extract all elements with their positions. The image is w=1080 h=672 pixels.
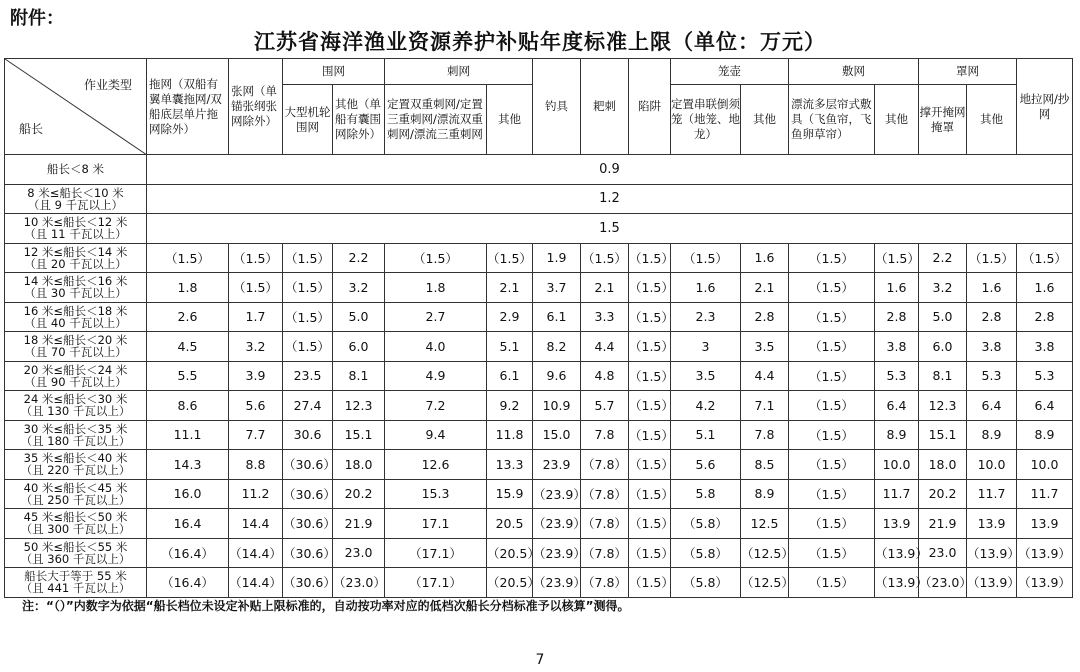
- subheader-zhaowang-open: 撑开掩网掩罩: [919, 85, 967, 155]
- header-weiwang: 围网: [283, 59, 385, 85]
- value-cell: 5.0: [333, 302, 385, 332]
- value-cell: 2.1: [487, 273, 533, 303]
- value-cell: 2.1: [741, 273, 789, 303]
- value-cell: 1.8: [385, 273, 487, 303]
- document-title: 江苏省海洋渔业资源养护补贴年度标准上限（单位：万元）: [254, 30, 826, 54]
- row-label-length: 35 米≤船长＜40 米: [23, 451, 128, 466]
- header-longhu: 笼壶: [671, 59, 789, 85]
- value-cell: 3.8: [967, 332, 1017, 362]
- value-cell: 4.8: [581, 361, 629, 391]
- value-cell: （13.9）: [875, 568, 919, 598]
- value-cell: （16.4）: [147, 568, 229, 598]
- value-cell: 23.9: [533, 450, 581, 480]
- row-label-length: 14 米≤船长＜16 米: [23, 274, 128, 289]
- header-xianjing: 陷阱: [629, 59, 671, 155]
- row-label-power: （且 30 千瓦以上）: [24, 286, 127, 301]
- value-cell: （1.5）: [629, 273, 671, 303]
- row-label-power: （且 360 千瓦以上）: [20, 551, 131, 566]
- row-label-power: （且 20 千瓦以上）: [24, 256, 127, 271]
- row-label-length: 10 米≤船长＜12 米: [23, 215, 128, 230]
- value-cell: 8.6: [147, 391, 229, 421]
- value-cell: （7.8）: [581, 538, 629, 568]
- header-fuwang: 敷网: [789, 59, 919, 85]
- value-cell: 2.2: [333, 243, 385, 273]
- value-cell: 6.1: [487, 361, 533, 391]
- row-label-length: 20 米≤船长＜24 米: [23, 362, 128, 377]
- value-cell: （1.5）: [385, 243, 487, 273]
- value-cell: （7.8）: [581, 568, 629, 598]
- value-cell: （30.6）: [283, 450, 333, 480]
- row-label: [5, 361, 147, 391]
- value-cell: 8.1: [919, 361, 967, 391]
- row-label-length: 船长大于等于 55 米: [24, 569, 127, 584]
- header-dilawang: 地拉网/抄网: [1017, 59, 1073, 155]
- row-label: [5, 214, 147, 244]
- merged-value-cell: 1.5: [147, 214, 1073, 244]
- value-cell: 12.3: [333, 391, 385, 421]
- value-cell: （13.9）: [1017, 538, 1073, 568]
- row-label: [5, 155, 147, 185]
- table-row: [5, 273, 1073, 303]
- row-label-power: （且 220 千瓦以上）: [20, 463, 131, 478]
- attachment-label: 附件：: [10, 8, 64, 29]
- value-cell: 11.7: [967, 479, 1017, 509]
- row-label-length: 18 米≤船长＜20 米: [23, 333, 128, 348]
- value-cell: 5.3: [967, 361, 1017, 391]
- value-cell: 1.6: [741, 243, 789, 273]
- table-row: [5, 450, 1073, 480]
- row-label: [5, 302, 147, 332]
- value-cell: （1.5）: [229, 243, 283, 273]
- value-cell: （1.5）: [789, 302, 875, 332]
- value-cell: 3: [671, 332, 741, 362]
- value-cell: （23.9）: [533, 538, 581, 568]
- value-cell: （1.5）: [629, 420, 671, 450]
- row-label: [5, 450, 147, 480]
- value-cell: （1.5）: [629, 302, 671, 332]
- merged-value-cell: 0.9: [147, 155, 1073, 185]
- value-cell: 16.4: [147, 509, 229, 539]
- value-cell: 14.4: [229, 509, 283, 539]
- value-cell: （1.5）: [487, 243, 533, 273]
- table-row: [5, 243, 1073, 273]
- value-cell: （23.0）: [919, 568, 967, 598]
- value-cell: 10.0: [967, 450, 1017, 480]
- value-cell: （1.5）: [147, 243, 229, 273]
- value-cell: 8.9: [1017, 420, 1073, 450]
- value-cell: （1.5）: [875, 243, 919, 273]
- value-cell: 27.4: [283, 391, 333, 421]
- value-cell: （1.5）: [967, 243, 1017, 273]
- value-cell: 4.2: [671, 391, 741, 421]
- table-row: [5, 361, 1073, 391]
- value-cell: 4.4: [581, 332, 629, 362]
- value-cell: 4.5: [147, 332, 229, 362]
- header-corner-cell: [5, 59, 147, 155]
- value-cell: 3.9: [229, 361, 283, 391]
- value-cell: 1.6: [671, 273, 741, 303]
- value-cell: （12.5）: [741, 538, 789, 568]
- value-cell: （1.5）: [283, 273, 333, 303]
- value-cell: 7.8: [741, 420, 789, 450]
- value-cell: 1.6: [875, 273, 919, 303]
- subheader-fuwang-drift: 漂流多层帘式敷具（飞鱼帘，飞鱼卵草帘）: [789, 85, 875, 155]
- row-label-power: （且 11 千瓦以上）: [24, 227, 127, 242]
- value-cell: （14.4）: [229, 538, 283, 568]
- row-label: [5, 538, 147, 568]
- value-cell: （1.5）: [629, 538, 671, 568]
- subheader-longhu-cage: 定置串联倒须笼（地笼、地龙）: [671, 85, 741, 155]
- value-cell: 12.5: [741, 509, 789, 539]
- value-cell: 21.9: [333, 509, 385, 539]
- value-cell: 2.8: [741, 302, 789, 332]
- value-cell: 9.6: [533, 361, 581, 391]
- value-cell: 3.5: [671, 361, 741, 391]
- value-cell: 17.1: [385, 509, 487, 539]
- value-cell: （20.5）: [487, 538, 533, 568]
- subheader-longhu-other: 其他: [741, 85, 789, 155]
- value-cell: 13.9: [1017, 509, 1073, 539]
- value-cell: 5.3: [875, 361, 919, 391]
- value-cell: 13.9: [875, 509, 919, 539]
- value-cell: 15.3: [385, 479, 487, 509]
- row-label: [5, 243, 147, 273]
- value-cell: （1.5）: [789, 450, 875, 480]
- value-cell: 11.1: [147, 420, 229, 450]
- value-cell: 6.0: [919, 332, 967, 362]
- value-cell: 1.9: [533, 243, 581, 273]
- value-cell: （1.5）: [629, 450, 671, 480]
- value-cell: （1.5）: [629, 332, 671, 362]
- subheader-ciwang-fixed: 定置双重刺网/定置三重刺网/漂流双重刺网/漂流三重刺网: [385, 85, 487, 155]
- value-cell: （1.5）: [229, 273, 283, 303]
- value-cell: 10.0: [875, 450, 919, 480]
- value-cell: （23.9）: [533, 568, 581, 598]
- value-cell: 10.9: [533, 391, 581, 421]
- value-cell: （20.5）: [487, 568, 533, 598]
- value-cell: 18.0: [919, 450, 967, 480]
- value-cell: 5.1: [671, 420, 741, 450]
- value-cell: 15.0: [533, 420, 581, 450]
- value-cell: （14.4）: [229, 568, 283, 598]
- value-cell: 8.5: [741, 450, 789, 480]
- value-cell: 8.1: [333, 361, 385, 391]
- table-row: [5, 391, 1073, 421]
- value-cell: 5.7: [581, 391, 629, 421]
- diagonal-divider: [5, 59, 147, 155]
- value-cell: 2.9: [487, 302, 533, 332]
- value-cell: 3.2: [229, 332, 283, 362]
- value-cell: 2.8: [875, 302, 919, 332]
- value-cell: （1.5）: [629, 509, 671, 539]
- value-cell: （5.8）: [671, 509, 741, 539]
- value-cell: 11.7: [875, 479, 919, 509]
- footnote: 注：“（）”内数字为依据“船长档位未设定补贴上限标准的，自动按功率对应的低档次船长分档标准予以核算”测得。: [22, 599, 630, 613]
- table-row: [5, 214, 1073, 244]
- value-cell: （13.9）: [875, 538, 919, 568]
- value-cell: （7.8）: [581, 479, 629, 509]
- value-cell: 15.1: [919, 420, 967, 450]
- table-row: [5, 509, 1073, 539]
- value-cell: 5.1: [487, 332, 533, 362]
- value-cell: 6.4: [875, 391, 919, 421]
- table-row: [5, 155, 1073, 185]
- value-cell: （1.5）: [629, 568, 671, 598]
- value-cell: （12.5）: [741, 568, 789, 598]
- subheader-weiwang-other: 其他（单船有囊围网除外）: [333, 85, 385, 155]
- header-zhangwang: 张网（单锚张纲张网除外）: [229, 59, 283, 155]
- value-cell: 2.7: [385, 302, 487, 332]
- value-cell: 6.1: [533, 302, 581, 332]
- value-cell: 3.5: [741, 332, 789, 362]
- value-cell: （1.5）: [1017, 243, 1073, 273]
- table-body: [5, 155, 1073, 598]
- row-label-power: （且 180 千瓦以上）: [20, 433, 131, 448]
- value-cell: 5.6: [671, 450, 741, 480]
- value-cell: 9.4: [385, 420, 487, 450]
- value-cell: 1.8: [147, 273, 229, 303]
- table-row: [5, 538, 1073, 568]
- value-cell: 5.3: [1017, 361, 1073, 391]
- header-vessel-length: 船长: [19, 122, 44, 136]
- row-label: [5, 273, 147, 303]
- row-label: [5, 420, 147, 450]
- value-cell: （1.5）: [789, 568, 875, 598]
- value-cell: 15.9: [487, 479, 533, 509]
- value-cell: （23.0）: [333, 568, 385, 598]
- header-diaoju: 钓具: [533, 59, 581, 155]
- value-cell: 7.8: [581, 420, 629, 450]
- value-cell: （1.5）: [789, 361, 875, 391]
- row-label-power: （且 130 千瓦以上）: [20, 404, 131, 419]
- value-cell: 2.3: [671, 302, 741, 332]
- row-label-length: 45 米≤船长＜50 米: [23, 510, 128, 525]
- value-cell: 20.2: [333, 479, 385, 509]
- value-cell: （1.5）: [283, 332, 333, 362]
- value-cell: （13.9）: [1017, 568, 1073, 598]
- value-cell: （1.5）: [629, 361, 671, 391]
- value-cell: 12.3: [919, 391, 967, 421]
- value-cell: 1.6: [1017, 273, 1073, 303]
- row-label: [5, 332, 147, 362]
- value-cell: （17.1）: [385, 538, 487, 568]
- value-cell: 5.0: [919, 302, 967, 332]
- value-cell: 1.6: [967, 273, 1017, 303]
- value-cell: 11.7: [1017, 479, 1073, 509]
- value-cell: 8.9: [741, 479, 789, 509]
- value-cell: 2.8: [1017, 302, 1073, 332]
- value-cell: （7.8）: [581, 509, 629, 539]
- value-cell: 3.2: [333, 273, 385, 303]
- row-label-power: （且 90 千瓦以上）: [24, 374, 127, 389]
- value-cell: 12.6: [385, 450, 487, 480]
- row-label: [5, 391, 147, 421]
- value-cell: 5.5: [147, 361, 229, 391]
- value-cell: （17.1）: [385, 568, 487, 598]
- value-cell: 11.8: [487, 420, 533, 450]
- value-cell: （1.5）: [283, 243, 333, 273]
- value-cell: 23.0: [333, 538, 385, 568]
- value-cell: （1.5）: [789, 538, 875, 568]
- value-cell: 13.9: [967, 509, 1017, 539]
- table-row: [5, 184, 1073, 214]
- row-label: [5, 509, 147, 539]
- header-zhaowang: 罩网: [919, 59, 1017, 85]
- value-cell: 20.5: [487, 509, 533, 539]
- value-cell: 30.6: [283, 420, 333, 450]
- value-cell: （23.9）: [533, 479, 581, 509]
- value-cell: （1.5）: [789, 332, 875, 362]
- row-label-length: 16 米≤船长＜18 米: [23, 303, 128, 318]
- value-cell: （1.5）: [789, 509, 875, 539]
- value-cell: 8.8: [229, 450, 283, 480]
- value-cell: （30.6）: [283, 538, 333, 568]
- value-cell: （30.6）: [283, 568, 333, 598]
- subheader-weiwang-large: 大型机轮围网: [283, 85, 333, 155]
- row-label: [5, 568, 147, 598]
- value-cell: （5.8）: [671, 568, 741, 598]
- subheader-fuwang-other: 其他: [875, 85, 919, 155]
- value-cell: （30.6）: [283, 509, 333, 539]
- row-label-power: （且 70 千瓦以上）: [24, 345, 127, 360]
- row-label-length: 船长＜8 米: [47, 162, 104, 177]
- value-cell: 8.2: [533, 332, 581, 362]
- row-label-power: （且 9 千瓦以上）: [27, 197, 124, 212]
- value-cell: （1.5）: [629, 479, 671, 509]
- table-row: [5, 568, 1073, 598]
- table-row: [5, 479, 1073, 509]
- value-cell: 13.3: [487, 450, 533, 480]
- value-cell: 23.0: [919, 538, 967, 568]
- value-cell: （13.9）: [967, 538, 1017, 568]
- value-cell: （1.5）: [283, 302, 333, 332]
- table-row: [5, 420, 1073, 450]
- row-label-length: 12 米≤船长＜14 米: [23, 244, 128, 259]
- merged-value-cell: 1.2: [147, 184, 1073, 214]
- value-cell: 2.1: [581, 273, 629, 303]
- value-cell: 5.8: [671, 479, 741, 509]
- value-cell: 8.9: [967, 420, 1017, 450]
- value-cell: 15.1: [333, 420, 385, 450]
- row-label-length: 24 米≤船长＜30 米: [23, 392, 128, 407]
- value-cell: （1.5）: [789, 273, 875, 303]
- value-cell: 3.8: [1017, 332, 1073, 362]
- value-cell: 14.3: [147, 450, 229, 480]
- subsidy-standard-table: [4, 58, 1073, 598]
- subheader-zhaowang-other: 其他: [967, 85, 1017, 155]
- value-cell: （1.5）: [789, 391, 875, 421]
- value-cell: 4.0: [385, 332, 487, 362]
- value-cell: （7.8）: [581, 450, 629, 480]
- value-cell: 8.9: [875, 420, 919, 450]
- value-cell: 23.5: [283, 361, 333, 391]
- value-cell: 3.3: [581, 302, 629, 332]
- value-cell: （1.5）: [629, 243, 671, 273]
- value-cell: 4.9: [385, 361, 487, 391]
- value-cell: 1.7: [229, 302, 283, 332]
- value-cell: 6.0: [333, 332, 385, 362]
- value-cell: （30.6）: [283, 479, 333, 509]
- header-tuowang: 拖网（双船有翼单囊拖网/双船底层单片拖网除外）: [147, 59, 229, 155]
- row-label-power: （且 441 千瓦以上）: [20, 581, 131, 596]
- value-cell: （23.9）: [533, 509, 581, 539]
- value-cell: （5.8）: [671, 538, 741, 568]
- value-cell: 11.2: [229, 479, 283, 509]
- row-label-length: 30 米≤船长＜35 米: [23, 421, 128, 436]
- value-cell: （1.5）: [671, 243, 741, 273]
- value-cell: 7.2: [385, 391, 487, 421]
- row-label-length: 50 米≤船长＜55 米: [23, 539, 128, 554]
- value-cell: 20.2: [919, 479, 967, 509]
- row-label: [5, 479, 147, 509]
- header-paci: 耙刺: [581, 59, 629, 155]
- value-cell: 18.0: [333, 450, 385, 480]
- value-cell: 4.4: [741, 361, 789, 391]
- value-cell: 7.7: [229, 420, 283, 450]
- value-cell: （13.9）: [967, 568, 1017, 598]
- value-cell: （1.5）: [789, 479, 875, 509]
- value-cell: 5.6: [229, 391, 283, 421]
- value-cell: 2.2: [919, 243, 967, 273]
- value-cell: （1.5）: [789, 243, 875, 273]
- value-cell: 10.0: [1017, 450, 1073, 480]
- value-cell: 3.8: [875, 332, 919, 362]
- subheader-ciwang-other: 其他: [487, 85, 533, 155]
- row-label-power: （且 300 千瓦以上）: [20, 522, 131, 537]
- value-cell: 16.0: [147, 479, 229, 509]
- row-label-power: （且 40 千瓦以上）: [24, 315, 127, 330]
- value-cell: 2.6: [147, 302, 229, 332]
- value-cell: 7.1: [741, 391, 789, 421]
- row-label-length: 40 米≤船长＜45 米: [23, 480, 128, 495]
- value-cell: 6.4: [1017, 391, 1073, 421]
- value-cell: 21.9: [919, 509, 967, 539]
- value-cell: （1.5）: [789, 420, 875, 450]
- row-label: [5, 184, 147, 214]
- table-row: [5, 302, 1073, 332]
- row-label-power: （且 250 千瓦以上）: [20, 492, 131, 507]
- table-row: [5, 332, 1073, 362]
- value-cell: 3.7: [533, 273, 581, 303]
- value-cell: 9.2: [487, 391, 533, 421]
- value-cell: 6.4: [967, 391, 1017, 421]
- row-label-length: 8 米≤船长＜10 米: [27, 185, 124, 200]
- header-operation-type: 作业类型: [83, 78, 132, 92]
- page-number: 7: [535, 652, 545, 668]
- value-cell: （1.5）: [629, 391, 671, 421]
- value-cell: 3.2: [919, 273, 967, 303]
- value-cell: （1.5）: [581, 243, 629, 273]
- header-ciwang: 刺网: [385, 59, 533, 85]
- value-cell: （16.4）: [147, 538, 229, 568]
- value-cell: 2.8: [967, 302, 1017, 332]
